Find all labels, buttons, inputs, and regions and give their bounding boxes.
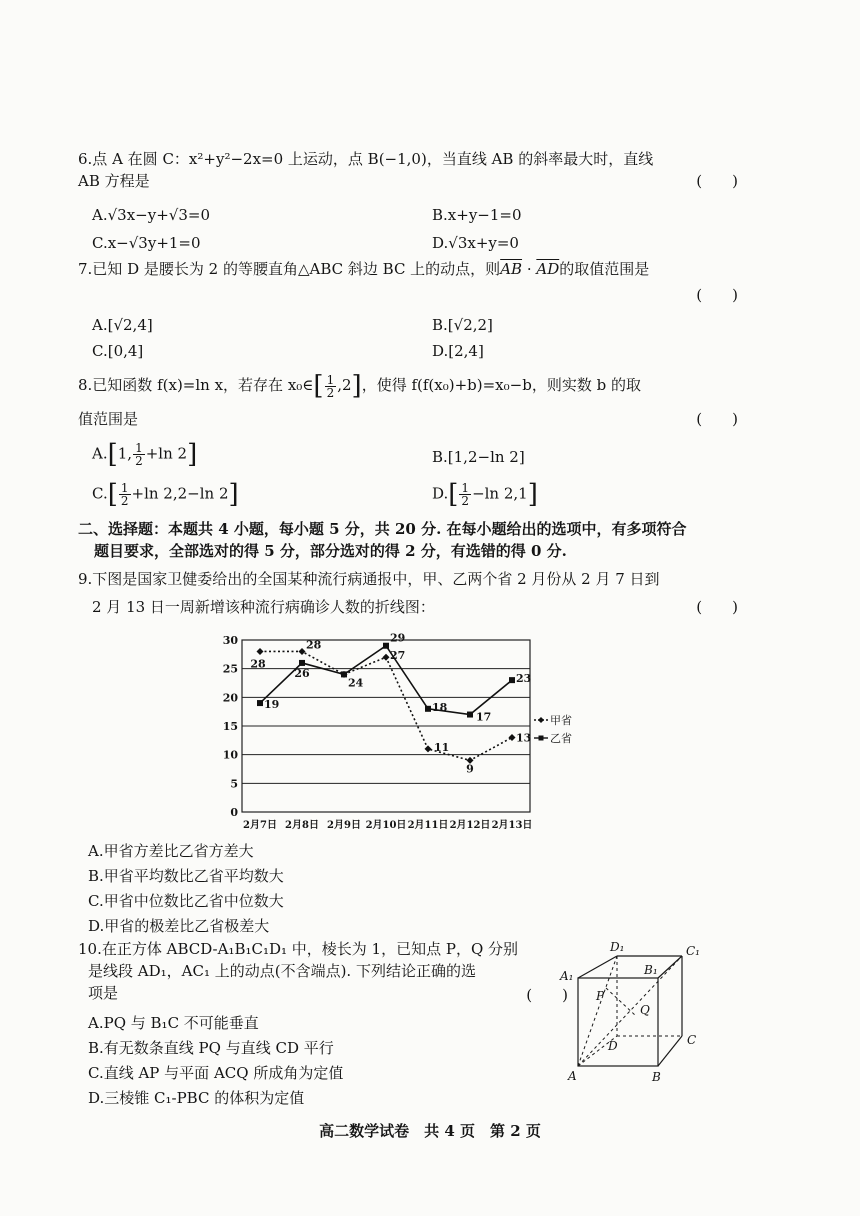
- data-label: 24: [348, 676, 364, 690]
- q6-stem-line1: 6.点 A 在圆 C：x²+y²−2x=0 上运动，点 B(−1,0)，当直线 AB 的斜率最大时，直线: [78, 150, 654, 168]
- bracket-left: [: [313, 371, 324, 401]
- legend-label: 甲省: [550, 714, 572, 727]
- q8-stem-part1: 8.已知函数 f(x)=ln x，若存在 x₀∈: [78, 376, 314, 394]
- data-label: 29: [390, 631, 406, 645]
- q8-option-b: B.[1,2−ln 2]: [432, 448, 525, 466]
- question-7: [78, 258, 738, 360]
- q10-stem-line2: 是线段 AD₁，AC₁ 上的动点(不含端点). 下列结论正确的选: [88, 962, 476, 980]
- q6-stem-line2: AB 方程是: [78, 172, 150, 190]
- q7-option-c: C.[0,4]: [92, 342, 144, 360]
- q7-stem-line1: [78, 258, 738, 280]
- q8-option-d: D.[ $\frac{1}{2}$ −ln 2,1]: [432, 479, 538, 510]
- question-8: [78, 370, 738, 510]
- q7-option-b: B.[√2,2]: [432, 316, 493, 334]
- x-tick-label: 2月9日: [327, 820, 361, 831]
- page-footer: 高二数学试卷 共 4 页 第 2 页: [319, 1122, 541, 1140]
- data-point: [509, 734, 516, 741]
- x-tick-label: 2月13日: [491, 820, 533, 831]
- q6-option-a: A.√3x−y+√3=0: [92, 206, 210, 224]
- q6-option-b: B.x+y−1=0: [432, 206, 522, 224]
- data-label: 9: [466, 762, 474, 776]
- q10-option-c: C.直线 AP 与平面 ACQ 所成角为定值: [88, 1064, 344, 1082]
- data-point: [299, 648, 306, 655]
- q6-answer-bracket: ( ): [696, 172, 738, 190]
- q10-stem-line1: 10.在正方体 ABCD-A₁B₁C₁D₁ 中，棱长为 1，已知点 P，Q 分别: [78, 940, 519, 958]
- q7-stem-end: 的取值范围是: [559, 260, 650, 278]
- label-p: P: [596, 989, 605, 1003]
- data-point: [257, 700, 263, 706]
- label-b1: B₁: [644, 963, 658, 977]
- x-tick-label: 2月10日: [365, 820, 407, 831]
- data-point: [257, 648, 264, 655]
- data-label: 19: [264, 698, 280, 712]
- y-tick-label: 30: [222, 634, 238, 647]
- data-label: 23: [516, 672, 532, 686]
- x-tick-label: 2月7日: [243, 820, 277, 831]
- q7-stem-text: 7.已知 D 是腰长为 2 的等腰直角△ABC 斜边 BC 上的动点，则: [78, 260, 501, 278]
- data-point: [341, 671, 347, 677]
- q6-option-c: C.x−√3y+1=0: [92, 234, 201, 252]
- q8-option-c: C.[ $\frac{1}{2}$ +ln 2,2−ln 2]: [92, 479, 239, 510]
- q8-stem-line2: 值范围是: [78, 410, 139, 428]
- q8-stem-line1: 8.已知函数 f(x)=ln x，若存在 x₀∈[ $\frac{1}{2}$ ,2]，使得 f(f(x₀)+b)=x₀−b，则实数 b 的取: [78, 371, 641, 401]
- q10-option-d: D.三棱锥 C₁-PBC 的体积为定值: [88, 1089, 305, 1107]
- label-c: C: [687, 1033, 697, 1047]
- data-label: 28: [306, 638, 322, 652]
- q7-option-d: D.[2,4]: [432, 342, 484, 360]
- q10-option-a: A.PQ 与 B₁C 不可能垂直: [88, 1014, 259, 1032]
- x-tick-label: 2月12日: [449, 820, 491, 831]
- q9-stem-line2: 2 月 13 日一周新增该种流行病确诊人数的折线图：: [92, 598, 435, 616]
- data-point: [467, 712, 473, 718]
- q10-option-b: B.有无数条直线 PQ 与直线 CD 平行: [88, 1039, 334, 1057]
- data-label: 13: [516, 731, 532, 745]
- fraction-half: $\frac{1}{2}$: [326, 372, 335, 400]
- label-d1: D₁: [610, 940, 625, 954]
- label-d: D: [608, 1039, 618, 1053]
- bracket-right: ]: [351, 371, 362, 401]
- dot-product-symbol: ·: [522, 260, 537, 278]
- y-tick-label: 25: [222, 662, 238, 676]
- q8-option-a: A.[1, $\frac{1}{2}$ +ln 2]: [92, 439, 198, 470]
- y-tick-label: 20: [222, 691, 238, 705]
- x-tick-label: 2月11日: [407, 820, 449, 831]
- label-b: B: [652, 1070, 661, 1084]
- q9-stem-line1: 9.下图是国家卫健委给出的全国某种流行病通报中，甲、乙两个省 2 月份从 2 月 7 日到: [78, 570, 660, 588]
- data-point: [425, 706, 431, 712]
- section-2-header: [78, 518, 748, 562]
- y-tick-label: 10: [222, 748, 238, 762]
- y-tick-label: 15: [222, 720, 238, 733]
- question-9: [78, 568, 738, 618]
- x-tick-label: 2月8日: [285, 820, 319, 831]
- q6-option-d: D.√3x+y=0: [432, 234, 519, 252]
- label-c1: C₁: [686, 944, 700, 958]
- y-tick-label: 0: [230, 806, 238, 819]
- label-q: Q: [640, 1003, 650, 1017]
- cube-figure: [560, 938, 710, 1088]
- line-chart: [220, 630, 572, 835]
- vector-ab: $\overline{AB}$: [500, 260, 523, 278]
- data-label: 28: [250, 657, 266, 671]
- data-label: 26: [294, 666, 310, 680]
- label-a: A: [568, 1069, 577, 1083]
- data-point: [425, 745, 432, 752]
- vector-ad: $\overline{AD}$: [536, 260, 560, 278]
- data-point: [383, 643, 389, 649]
- data-point: [383, 654, 390, 661]
- q9-option-c: C.甲省中位数比乙省中位数大: [88, 892, 284, 910]
- data-point: [509, 677, 515, 683]
- legend-marker: [538, 717, 544, 723]
- section-2-line1: 二、选择题：本题共 4 小题，每小题 5 分，共 20 分. 在每小题给出的选项中，有多项符合: [78, 520, 687, 538]
- question-10: [78, 938, 568, 1107]
- data-label: 18: [432, 700, 448, 714]
- y-tick-label: 5: [230, 777, 238, 791]
- data-label: 11: [434, 740, 450, 754]
- label-a1: A₁: [560, 969, 574, 983]
- data-label: 17: [476, 710, 492, 724]
- legend-label: 乙省: [550, 732, 572, 745]
- section-2-line2: 题目要求，全部选对的得 5 分，部分选对的得 2 分，有选错的得 0 分.: [94, 542, 567, 560]
- q7-option-a: A.[√2,4]: [92, 316, 153, 334]
- q9-option-b: B.甲省平均数比乙省平均数大: [88, 867, 284, 885]
- q10-answer-bracket: ( ): [526, 986, 568, 1004]
- q9-option-d: D.甲省的极差比乙省极差大: [88, 917, 270, 935]
- q8-stem-part2: ，使得 f(f(x₀)+b)=x₀−b，则实数 b 的取: [361, 376, 641, 394]
- q9-answer-bracket: ( ): [696, 598, 738, 616]
- question-6: [78, 148, 738, 252]
- interval-end: 2: [341, 376, 352, 394]
- legend-marker: [539, 736, 544, 741]
- q9-option-a: A.甲省方差比乙省方差大: [88, 842, 254, 860]
- data-label: 27: [390, 649, 406, 663]
- data-point: [299, 660, 305, 666]
- q7-answer-bracket: ( ): [696, 286, 738, 304]
- q8-answer-bracket: ( ): [696, 410, 738, 428]
- q10-stem-line3: 项是: [88, 984, 119, 1002]
